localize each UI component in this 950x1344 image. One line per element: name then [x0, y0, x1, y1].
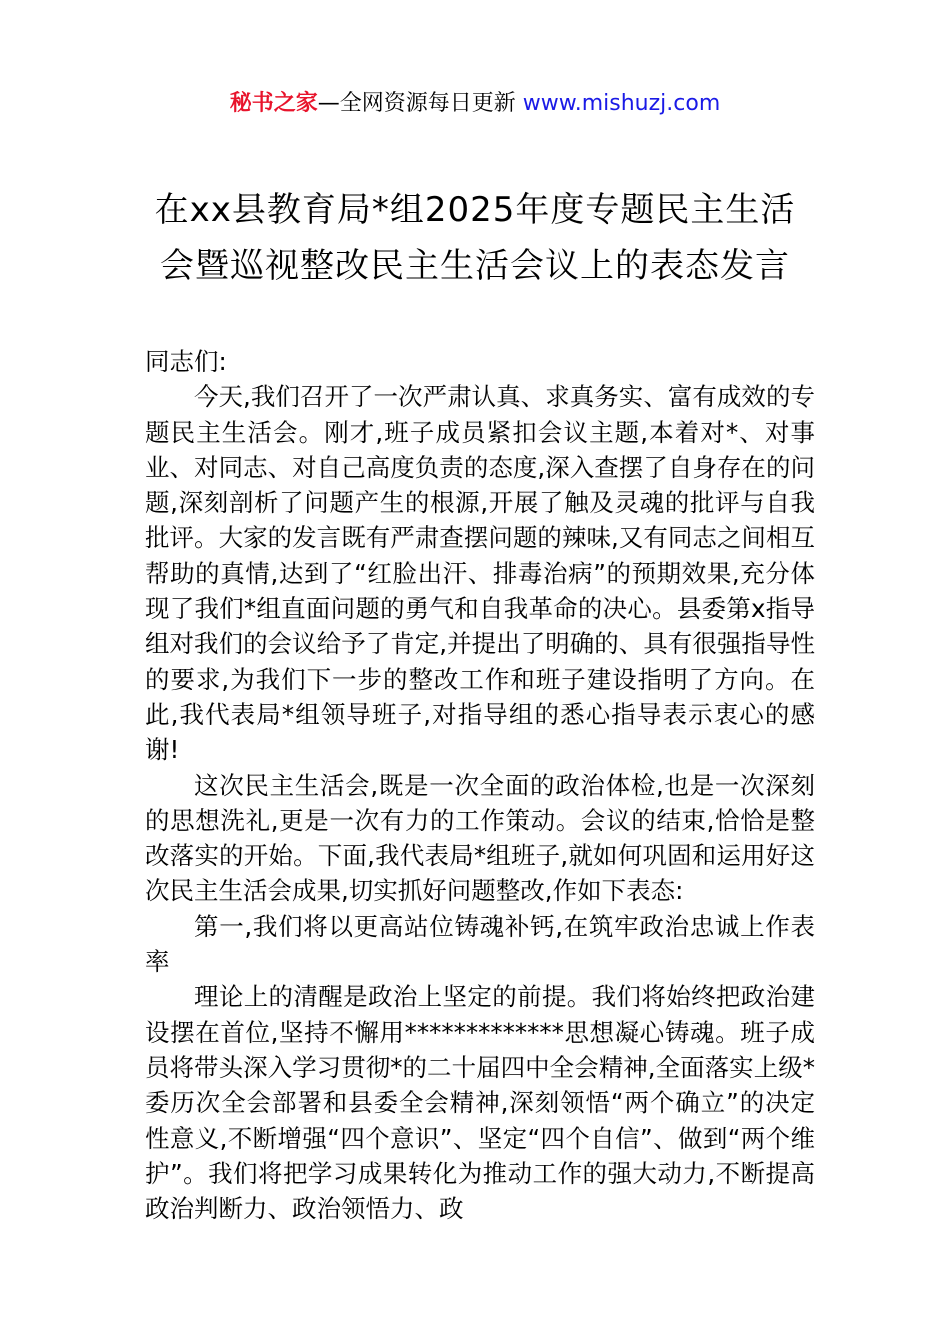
- paragraph-theory: 理论上的清醒是政治上坚定的前提。我们将始终把政治建设摆在首位,坚持不懈用*************思想凝心铸魂。班子成员将带头深入学习贯彻*的二十届四中全会精神,全面落实上级*委历次全会部署和县委全会精神,深刻领悟“两个确立”的决定性意义,不断增强“四个意识”、坚定“四个自信”、做到“两个维护”。我们将把学习成果转化为推动工作的强大动力,不断提高政治判断力、政治领悟力、政: [145, 982, 815, 1224]
- site-url-link[interactable]: www.mishuzj.com: [522, 91, 721, 116]
- banner-tagline: —全网资源每日更新: [317, 91, 523, 116]
- brand-name: 秘书之家: [229, 91, 318, 116]
- document-title: [60, 182, 890, 294]
- paragraph-opening: 今天,我们召开了一次严肃认真、求真务实、富有成效的专题民主生活会。刚才,班子成员紧扣会议主题,本着对*、对事业、对同志、对自己高度负责的态度,深入查摆了自身存在的问题,深刻剖析了问题产生的根源,开展了触及灵魂的批评与自我批评。大家的发言既有严肃查摆问题的辣味,又有同志之间相互帮助的真情,达到了“红脸出汗、排毒治病”的预期效果,充分体现了我们*组直面问题的勇气和自我革命的决心。县委第x指导组对我们的会议给予了肯定,并提出了明确的、具有很强指导性的要求,为我们下一步的整改工作和班子建设指明了方向。在此,我代表局*组领导班子,对指导组的悉心指导表示衷心的感谢!: [145, 382, 815, 765]
- document-body: [145, 344, 815, 1226]
- site-banner: [0, 86, 950, 122]
- salutation: 同志们:: [145, 347, 227, 376]
- title-line-2: 会暨巡视整改民主生活会议上的表态发言: [160, 246, 790, 286]
- paragraph-transition: 这次民主生活会,既是一次全面的政治体检,也是一次深刻的思想洗礼,更是一次有力的工作策动。会议的结束,恰恰是整改落实的开始。下面,我代表局*组班子,就如何巩固和运用好这次民主生活会成果,切实抓好问题整改,作如下表态:: [145, 770, 815, 906]
- title-line-1: 在xx县教育局*组2025年度专题民主生活: [154, 190, 796, 230]
- section-heading-first: 第一,我们将以更高站位铸魂补钙,在筑牢政治忠诚上作表率: [145, 911, 815, 977]
